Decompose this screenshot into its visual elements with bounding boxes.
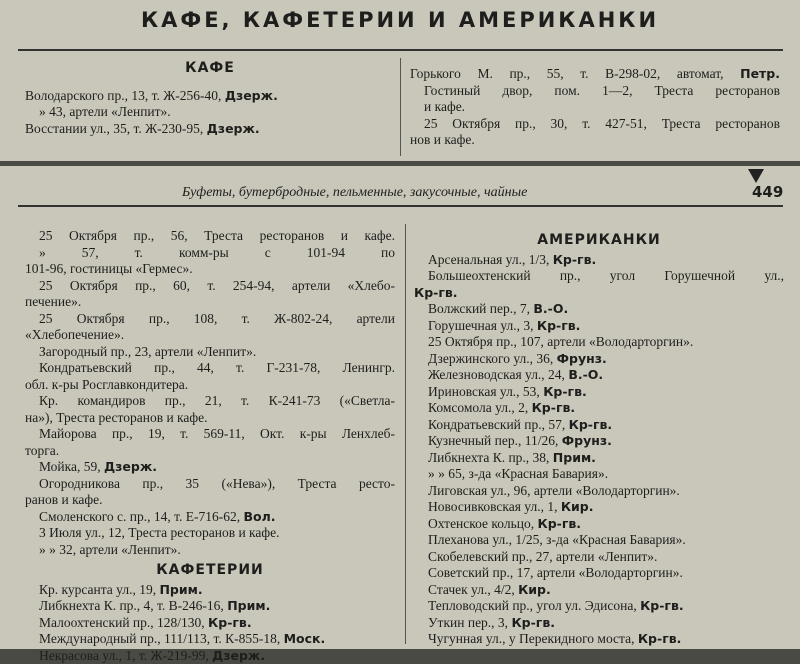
entry-line: [25, 492, 395, 509]
entry-line: [414, 301, 784, 318]
header-rule: [18, 205, 783, 207]
entry-line: [25, 228, 395, 245]
entry-text: Горушечная ул., 3,: [428, 318, 537, 333]
entry-text: » » 32, артели «Ленпит».: [39, 542, 181, 557]
district-abbr: Дзерж.: [212, 648, 265, 663]
district-abbr: Кр-гв.: [532, 400, 576, 415]
entry-line: [25, 344, 395, 361]
district-abbr: Кр-гв.: [414, 285, 458, 300]
district-abbr: Кр-гв.: [511, 615, 555, 630]
corner-marker: [748, 169, 764, 183]
entry-text: Лиговская ул., 96, артели «Володарторгин».: [428, 483, 680, 498]
column-divider: [400, 58, 401, 156]
entry-text: Мойка, 59,: [39, 459, 104, 474]
entry-line: [414, 450, 784, 467]
entry-line: [25, 393, 395, 410]
entry-text: Восстании ул., 35, т. Ж-230-95,: [25, 121, 207, 136]
entry-line: [414, 516, 784, 533]
entry-line: [414, 433, 784, 450]
entry-text: Огородникова пр., 35 («Нева»), Треста ресто-: [39, 476, 395, 491]
entry-line: [25, 631, 395, 648]
entry-line: [414, 367, 784, 384]
entry-line: [25, 542, 395, 559]
entry-text: Скобелевский пр., 27, артели «Ленпит».: [428, 549, 657, 564]
entry-line: [25, 615, 395, 632]
entry-text: 25 Октября пр., 108, т. Ж-802-24, артели: [39, 311, 395, 326]
entry-line: [414, 499, 784, 516]
entry-text: Тепловодский пр., угол ул. Эдисона,: [428, 598, 640, 613]
running-head: Буфеты, бутербродные, пельменные, закусочные, чайные: [182, 185, 527, 201]
district-abbr: Фрунз.: [562, 433, 612, 448]
entry-text: Либкнехта К. пр., 4, т. В-246-16,: [39, 598, 227, 613]
entry-text: Волжский пер., 7,: [428, 301, 533, 316]
entry-line: [414, 400, 784, 417]
bottom-page-fragment: [0, 166, 800, 649]
cafe-list-bottom-left: [25, 228, 395, 664]
district-abbr: Кр-гв.: [208, 615, 252, 630]
entry-line: [25, 261, 395, 278]
entry-text: Советский пр., 17, артели «Володарторгин».: [428, 565, 683, 580]
cafe-list-top-left: [25, 88, 395, 138]
entry-text: ранов и кафе.: [25, 492, 103, 507]
entry-line: [25, 598, 395, 615]
district-abbr: Вол.: [243, 509, 275, 524]
district-abbr: Кр-гв.: [537, 318, 581, 333]
entry-text: Комсомола ул., 2,: [428, 400, 532, 415]
entry-text: на»), Треста ресторанов и кафе.: [25, 410, 208, 425]
entry-text: » 43, артели «Ленпит».: [39, 104, 171, 119]
district-abbr: Моск.: [284, 631, 326, 646]
entry-line: [25, 245, 395, 262]
district-abbr: Прим.: [227, 598, 270, 613]
entry-line: [414, 615, 784, 632]
page-number: 449: [752, 183, 783, 201]
district-abbr: Фрунз.: [557, 351, 607, 366]
district-abbr: Дзерж.: [104, 459, 157, 474]
title-rule: [18, 49, 783, 51]
entry-text: Кондратьевский пр., 57,: [428, 417, 569, 432]
entry-text: Дзержинского ул., 36,: [428, 351, 557, 366]
district-abbr: В.-О.: [533, 301, 568, 316]
entry-line: [25, 278, 395, 295]
entry-text: Ириновская ул., 53,: [428, 384, 543, 399]
entry-line: [414, 334, 784, 351]
entry-text: Большеохтенский пр., угол Горушечной ул.,: [428, 268, 784, 283]
entry-text: » » 65, з-да «Красная Бавария».: [428, 466, 608, 481]
entry-text: » 57, т. комм-ры с 101-94 по: [39, 245, 395, 260]
entry-text: печение».: [25, 294, 81, 309]
district-abbr: Прим.: [159, 582, 202, 597]
district-abbr: В.-О.: [568, 367, 603, 382]
top-page-fragment: [0, 0, 800, 161]
entry-text: обл. к-ры Росглавкондитера.: [25, 377, 188, 392]
district-abbr: Кр-гв.: [553, 252, 597, 267]
entry-text: Чугунная ул., у Перекидного моста,: [428, 631, 638, 646]
entry-text: Гостиный двор, пом. 1—2, Треста ресторанов: [424, 83, 780, 98]
entry-text: Железноводская ул., 24,: [428, 367, 568, 382]
entry-text: 3 Июля ул., 12, Треста ресторанов и кафе.: [39, 525, 280, 540]
entry-line: [25, 327, 395, 344]
district-abbr: Кр-гв.: [638, 631, 682, 646]
entry-line: [414, 384, 784, 401]
entry-text: Охтенское кольцо,: [428, 516, 538, 531]
entry-text: Кр. командиров пр., 21, т. К-241-73 («Светла-: [39, 393, 395, 408]
entry-text: Плеханова ул., 1/25, з-да «Красная Бавария».: [428, 532, 686, 547]
district-abbr: Кр-гв.: [538, 516, 582, 531]
entry-text: Кондратьевский пр., 44, т. Г-231-78, Ленингр.: [39, 360, 395, 375]
entry-text: Володарского пр., 13, т. Ж-256-40,: [25, 88, 225, 103]
entry-line: [25, 88, 395, 105]
district-abbr: Петр.: [740, 66, 780, 81]
district-abbr: Дзерж.: [225, 88, 278, 103]
entry-line: [410, 83, 780, 100]
column-divider-bottom: [405, 224, 406, 644]
entry-line: [414, 285, 784, 302]
entry-line: [25, 476, 395, 493]
entry-text: Малоохтенский пр., 128/130,: [39, 615, 208, 630]
entry-line: [414, 318, 784, 335]
entry-text: 25 Октября пр., 60, т. 254-94, артели «Хлебо-: [39, 278, 395, 293]
entry-text: и кафе.: [424, 99, 465, 114]
entry-line: [25, 525, 395, 542]
entry-text: Майорова пр., 19, т. 569-11, Окт. к-ры Ленхлеб-: [39, 426, 395, 441]
entry-line: [414, 351, 784, 368]
americanki-list: [414, 228, 784, 648]
entry-text: Стачек ул., 4/2,: [428, 582, 518, 597]
entry-line: [414, 466, 784, 483]
entry-line: [25, 377, 395, 394]
entry-line: [25, 426, 395, 443]
entry-text: Загородный пр., 23, артели «Ленпит».: [39, 344, 256, 359]
entry-line: [25, 104, 395, 121]
entry-text: Кузнечный пер., 11/26,: [428, 433, 562, 448]
entry-line: [410, 66, 780, 83]
entry-text: Либкнехта К. пр., 38,: [428, 450, 553, 465]
cafe-header: КАФЕ: [25, 60, 395, 77]
entry-line: [414, 252, 784, 269]
district-abbr: Кир.: [561, 499, 594, 514]
entry-line: [414, 598, 784, 615]
entry-text: Международный пр., 111/113, т. К-855-18,: [39, 631, 284, 646]
entry-line: [414, 565, 784, 582]
entry-line: [25, 648, 395, 664]
entry-line: [414, 268, 784, 285]
district-abbr: Прим.: [553, 450, 596, 465]
entry-line: [414, 549, 784, 566]
entry-line: [414, 582, 784, 599]
entry-line: [25, 443, 395, 460]
section-header: АМЕРИКАНКИ: [414, 232, 784, 249]
entry-line: [410, 116, 780, 133]
entry-text: Некрасова ул., 1, т. Ж-219-99,: [39, 648, 212, 663]
district-abbr: Кр-гв.: [569, 417, 613, 432]
entry-text: Горького М. пр., 55, т. В-298-02, автомат,: [410, 66, 740, 81]
entry-line: [25, 294, 395, 311]
entry-line: [410, 99, 780, 116]
entry-line: [414, 483, 784, 500]
district-abbr: Кр-гв.: [543, 384, 587, 399]
entry-line: [414, 631, 784, 648]
cafe-list-top-right: [410, 66, 780, 149]
entry-text: Уткин пер., 3,: [428, 615, 511, 630]
entry-text: торга.: [25, 443, 59, 458]
entry-line: [410, 132, 780, 149]
entry-line: [25, 121, 395, 138]
entry-text: Кр. курсанта ул., 19,: [39, 582, 159, 597]
cafe-column-top-left: [25, 60, 395, 137]
entry-line: [25, 360, 395, 377]
entry-line: [25, 509, 395, 526]
district-abbr: Дзерж.: [207, 121, 260, 136]
entry-text: 25 Октября пр., 30, т. 427-51, Треста ресторанов: [424, 116, 780, 131]
entry-text: нов и кафе.: [410, 132, 475, 147]
entry-text: 25 Октября пр., 107, артели «Володарторгин».: [428, 334, 693, 349]
entry-line: [25, 582, 395, 599]
entry-line: [25, 311, 395, 328]
section-title: КАФЕ, КАФЕТЕРИИ И АМЕРИКАНКИ: [0, 8, 800, 32]
entry-text: Смоленского с. пр., 14, т. Е-716-62,: [39, 509, 243, 524]
entry-line: [414, 532, 784, 549]
entry-text: 25 Октября пр., 56, Треста ресторанов и кафе.: [39, 228, 395, 243]
entry-text: Новосивковская ул., 1,: [428, 499, 561, 514]
entry-text: «Хлебопечение».: [25, 327, 124, 342]
entry-line: [25, 459, 395, 476]
district-abbr: Кр-гв.: [640, 598, 684, 613]
entry-line: [414, 417, 784, 434]
section-header: КАФЕТЕРИИ: [25, 562, 395, 579]
district-abbr: Кир.: [518, 582, 551, 597]
entry-text: 101-96, гостиницы «Гермес».: [25, 261, 193, 276]
entry-line: [25, 410, 395, 427]
entry-text: Арсенальная ул., 1/3,: [428, 252, 553, 267]
